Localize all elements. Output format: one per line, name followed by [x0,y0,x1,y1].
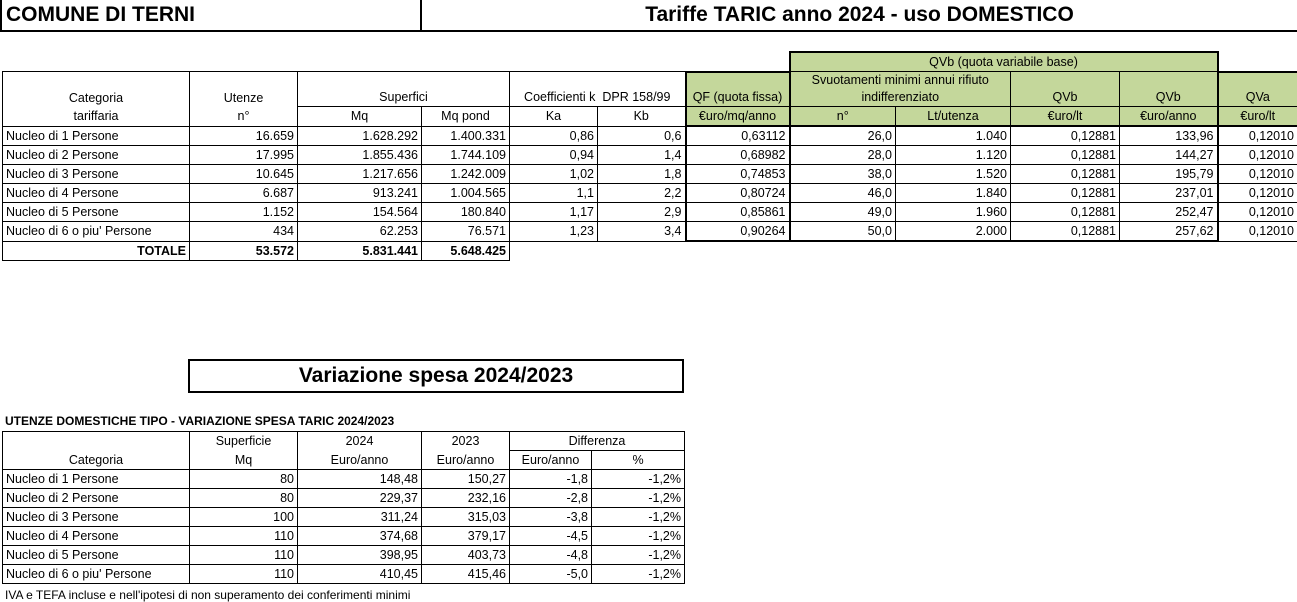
var-2023-unit: Euro/anno [422,451,510,470]
qva-cell: 0,12010 [1218,165,1297,184]
var-categoria-cell: Nucleo di 3 Persone [3,508,190,527]
col-qva-header: QVa [1218,72,1297,107]
ka-cell: 1,02 [510,165,598,184]
tariffe-group-header-row [3,52,1297,72]
totale-mq-pond: 5.648.425 [422,241,510,260]
n-cell: 49,0 [790,203,896,222]
col-qvb-lt-header: QVb [1011,72,1120,107]
var-diff-pct-header: % [592,451,685,470]
totale-label: TOTALE [3,241,190,260]
qvb-lt-cell: 0,12881 [1011,146,1120,165]
qf-cell: 0,63112 [686,126,790,146]
qva-cell: 0,12010 [1218,203,1297,222]
mq-pond-header: Mq pond [422,107,510,127]
mq-pond-cell: 1.004.565 [422,184,510,203]
kb-cell: 1,8 [598,165,686,184]
qf-cell: 0,85861 [686,203,790,222]
qvb-lt-cell: 0,12881 [1011,165,1120,184]
comune-title-box [0,0,422,32]
var-diff-cell: -3,8 [510,508,592,527]
var-mq-cell: 80 [190,489,298,508]
categoria-cell: Nucleo di 1 Persone [3,126,190,146]
table-row [3,565,685,584]
kb-cell: 3,4 [598,222,686,242]
table-row [3,222,1297,242]
var-categoria-cell: Nucleo di 1 Persone [3,470,190,489]
n-header: n° [790,107,896,127]
var-categoria-header: Categoria [3,432,190,470]
page-title: Tariffe TARIC anno 2024 - uso DOMESTICO [645,3,1074,27]
kb-cell: 2,9 [598,203,686,222]
var-2023-cell: 150,27 [422,470,510,489]
var-diff-cell: -4,5 [510,527,592,546]
lt-cell: 1.120 [896,146,1011,165]
variazione-title-box [188,359,684,393]
col-svuotamenti-header: Svuotamenti minimi annui rifiuto indifferenziato [790,72,1011,107]
n-cell: 38,0 [790,165,896,184]
mq-pond-cell: 1.242.009 [422,165,510,184]
qf-cell: 0,90264 [686,222,790,242]
qva-cell: 0,12010 [1218,222,1297,242]
var-diff-cell: -1,8 [510,470,592,489]
qvb-anno-cell: 144,27 [1120,146,1218,165]
var-pct-cell: -1,2% [592,489,685,508]
var-2023-cell: 232,16 [422,489,510,508]
table-row [3,184,1297,203]
var-categoria-cell: Nucleo di 6 o piu' Persone [3,565,190,584]
var-2023-header: 2023 [422,432,510,451]
ka-cell: 0,94 [510,146,598,165]
categoria-cell: Nucleo di 6 o piu' Persone [3,222,190,242]
lt-cell: 1.840 [896,184,1011,203]
lt-cell: 1.960 [896,203,1011,222]
totale-mq: 5.831.441 [298,241,422,260]
qva-cell: 0,12010 [1218,146,1297,165]
qf-unit: €uro/mq/anno [686,107,790,127]
qvb-lt-cell: 0,12881 [1011,222,1120,242]
ka-header: Ka [510,107,598,127]
utenze-cell: 16.659 [190,126,298,146]
n-cell: 28,0 [790,146,896,165]
var-diff-cell: -2,8 [510,489,592,508]
qvb-anno-cell: 252,47 [1120,203,1218,222]
var-mq-cell: 100 [190,508,298,527]
kb-header: Kb [598,107,686,127]
variazione-title: Variazione spesa 2024/2023 [299,364,573,388]
qvb-anno-cell: 257,62 [1120,222,1218,242]
mq-pond-cell: 180.840 [422,203,510,222]
ka-cell: 1,23 [510,222,598,242]
variazione-body [3,470,685,584]
utenze-cell: 1.152 [190,203,298,222]
n-cell: 50,0 [790,222,896,242]
qva-cell: 0,12010 [1218,126,1297,146]
table-row [3,146,1297,165]
tariffe-total-row [3,241,1297,260]
table-row [3,126,1297,146]
categoria-cell: Nucleo di 3 Persone [3,165,190,184]
qvb-anno-cell: 195,79 [1120,165,1218,184]
qvb-lt-cell: 0,12881 [1011,126,1120,146]
qva-unit: €uro/lt [1218,107,1297,127]
tariffe-subheader-row [3,107,1297,127]
table-row [3,546,685,565]
mq-cell: 1.855.436 [298,146,422,165]
utenze-cell: 17.995 [190,146,298,165]
utenze-unit: n° [190,107,298,127]
table-row [3,203,1297,222]
kb-cell: 1,4 [598,146,686,165]
var-categoria-cell: Nucleo di 2 Persone [3,489,190,508]
var-diff-cell: -4,8 [510,546,592,565]
qvb-anno-unit: €uro/anno [1120,107,1218,127]
var-2024-cell: 410,45 [298,565,422,584]
variazione-subtitle: UTENZE DOMESTICHE TIPO - VARIAZIONE SPESA TARIC 2024/2023 [5,414,394,428]
qvb-group-header: QVb (quota variabile base) [790,52,1218,72]
var-mq-cell: 110 [190,546,298,565]
categoria-sub-header: tariffaria [3,107,190,127]
var-diff-euro-header: Euro/anno [510,451,592,470]
categoria-cell: Nucleo di 4 Persone [3,184,190,203]
var-pct-cell: -1,2% [592,565,685,584]
mq-cell: 1.628.292 [298,126,422,146]
var-pct-cell: -1,2% [592,546,685,565]
col-qvb-anno-header: QVb [1120,72,1218,107]
qvb-lt-unit: €uro/lt [1011,107,1120,127]
var-2023-cell: 415,46 [422,565,510,584]
var-categoria-cell: Nucleo di 5 Persone [3,546,190,565]
qf-cell: 0,80724 [686,184,790,203]
page-title-box [420,0,1297,32]
var-2023-cell: 403,73 [422,546,510,565]
tariffe-table [2,51,1297,261]
table-row [3,527,685,546]
lt-utenza-header: Lt/utenza [896,107,1011,127]
var-differenza-header: Differenza [510,432,685,451]
utenze-cell: 434 [190,222,298,242]
mq-cell: 154.564 [298,203,422,222]
ka-cell: 1,1 [510,184,598,203]
qva-cell: 0,12010 [1218,184,1297,203]
col-superfici-header: Superfici [298,72,510,107]
kb-cell: 0,6 [598,126,686,146]
kb-cell: 2,2 [598,184,686,203]
var-2024-header: 2024 [298,432,422,451]
table-row [3,470,685,489]
var-2024-cell: 398,95 [298,546,422,565]
var-pct-cell: -1,2% [592,527,685,546]
table-row [3,508,685,527]
mq-cell: 1.217.656 [298,165,422,184]
ka-cell: 1,17 [510,203,598,222]
utenze-cell: 10.645 [190,165,298,184]
mq-pond-cell: 76.571 [422,222,510,242]
var-2023-cell: 379,17 [422,527,510,546]
var-diff-cell: -5,0 [510,565,592,584]
var-2024-cell: 311,24 [298,508,422,527]
var-2023-cell: 315,03 [422,508,510,527]
lt-cell: 2.000 [896,222,1011,242]
var-mq-cell: 80 [190,470,298,489]
var-pct-cell: -1,2% [592,508,685,527]
utenze-cell: 6.687 [190,184,298,203]
qvb-anno-cell: 237,01 [1120,184,1218,203]
mq-cell: 62.253 [298,222,422,242]
qvb-lt-cell: 0,12881 [1011,184,1120,203]
n-cell: 26,0 [790,126,896,146]
variazione-header-row-1 [3,432,685,451]
var-2024-cell: 148,48 [298,470,422,489]
lt-cell: 1.040 [896,126,1011,146]
qvb-anno-cell: 133,96 [1120,126,1218,146]
var-mq-unit: Mq [190,451,298,470]
qf-cell: 0,74853 [686,165,790,184]
totale-utenze: 53.572 [190,241,298,260]
col-coefficienti-header: Coefficienti k DPR 158/99 [510,72,686,107]
var-2024-unit: Euro/anno [298,451,422,470]
mq-pond-cell: 1.744.109 [422,146,510,165]
var-mq-cell: 110 [190,527,298,546]
mq-cell: 913.241 [298,184,422,203]
comune-title: COMUNE DI TERNI [6,3,195,27]
mq-pond-cell: 1.400.331 [422,126,510,146]
col-utenze-header: Utenze [190,72,298,107]
mq-header: Mq [298,107,422,127]
categoria-cell: Nucleo di 5 Persone [3,203,190,222]
variazione-table [2,431,685,584]
var-pct-cell: -1,2% [592,470,685,489]
lt-cell: 1.520 [896,165,1011,184]
table-row [3,489,685,508]
table-row [3,165,1297,184]
tariffe-body [3,126,1297,241]
var-2024-cell: 374,68 [298,527,422,546]
ka-cell: 0,86 [510,126,598,146]
var-categoria-cell: Nucleo di 4 Persone [3,527,190,546]
col-categoria-header: Categoria [3,72,190,107]
var-2024-cell: 229,37 [298,489,422,508]
col-qf-header: QF (quota fissa) [686,72,790,107]
categoria-cell: Nucleo di 2 Persone [3,146,190,165]
n-cell: 46,0 [790,184,896,203]
qf-cell: 0,68982 [686,146,790,165]
var-superficie-header: Superficie [190,432,298,451]
var-mq-cell: 110 [190,565,298,584]
footnote: IVA e TEFA incluse e nell'ipotesi di non superamento dei conferimenti minimi [5,588,410,602]
qvb-lt-cell: 0,12881 [1011,203,1120,222]
